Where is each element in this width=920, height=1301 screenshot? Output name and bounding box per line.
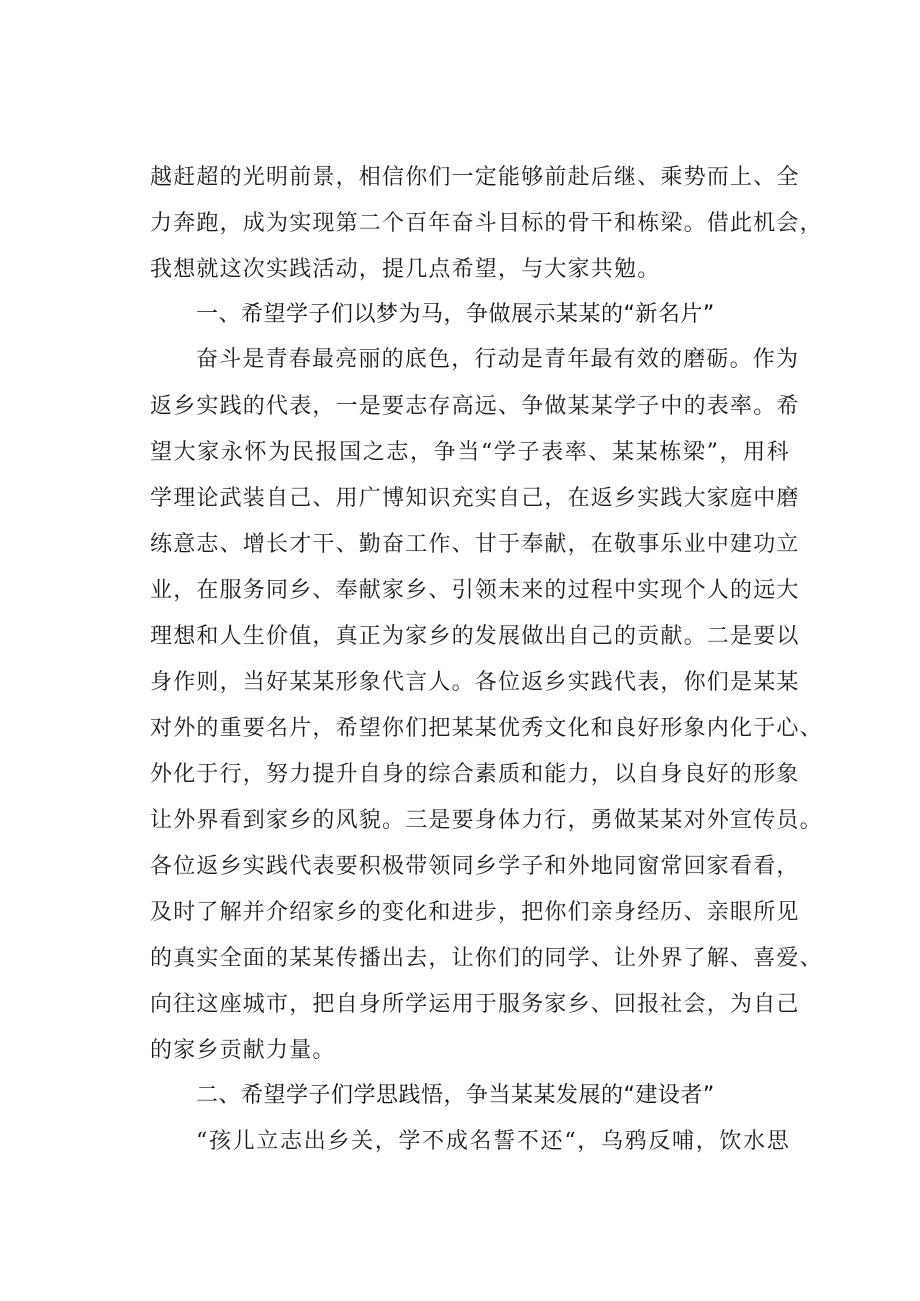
paragraph-2-line-1: “孩儿立志出乡关，学不成名誓不还“，乌鸦反哺，饮水思 [196, 1129, 790, 1154]
paragraph-1-line-16: 的家乡贡献力量。 [150, 1038, 336, 1063]
paragraph-1-line-9: 对外的重要名片，希望你们把某某优秀文化和良好形象内化于心、 [150, 716, 823, 741]
paragraph-1-line-8: 身作则，当好某某形象代言人。各位返乡实践代表，你们是某某 [150, 670, 800, 695]
paragraph-1-line-3: 望大家永怀为民报国之志，争当“学子表率、某某栋梁”，用科 [150, 440, 790, 465]
paragraph-1-line-5: 练意志、增长才干、勤奋工作、甘于奉献，在敬事乐业中建功立 [150, 532, 800, 557]
paragraph-1-line-1: 奋斗是青春最亮丽的底色，行动是青年最有效的磨砺。作为 [196, 347, 800, 372]
intro-line-3: 我想就这次实践活动，提几点希望，与大家共勉。 [150, 257, 661, 282]
paragraph-1-line-13: 及时了解并介绍家乡的变化和进步，把你们亲身经历、亲眼所见 [150, 900, 800, 925]
intro-line-2: 力奔跑，成为实现第二个百年奋斗目标的骨干和栋梁。借此机会， [150, 211, 823, 236]
paragraph-1-line-4: 学理论武装自己、用广博知识充实自己，在返乡实践大家庭中磨 [150, 486, 800, 511]
section-heading-1: 一、希望学子们以梦为马，争做展示某某的“新名片” [196, 302, 715, 327]
paragraph-1-line-7: 理想和人生价值，真正为家乡的发展做出自己的贡献。二是要以 [150, 624, 800, 649]
paragraph-1-line-14: 的真实全面的某某传播出去，让你们的同学、让外界了解、喜爱、 [150, 946, 823, 971]
paragraph-1-line-10: 外化于行，努力提升自身的综合素质和能力，以自身良好的形象 [150, 762, 800, 787]
paragraph-1-line-6: 业，在服务同乡、奉献家乡、引领未来的过程中实现个人的远大 [150, 578, 800, 603]
paragraph-1-line-2: 返乡实践的代表，一是要志存高远、争做某某学子中的表率。希 [150, 394, 800, 419]
paragraph-1-line-12: 各位返乡实践代表要积极带领同乡学子和外地同窗常回家看看， [150, 854, 800, 879]
paragraph-1-line-15: 向往这座城市，把自身所学运用于服务家乡、回报社会，为自己 [150, 992, 800, 1017]
section-heading-2: 二、希望学子们学思践悟，争当某某发展的“建设者” [196, 1083, 715, 1108]
intro-line-1: 越赶超的光明前景，相信你们一定能够前赴后继、乘势而上、全 [150, 165, 800, 190]
paragraph-1-line-11: 让外界看到家乡的风貌。三是要身体力行，勇做某某对外宣传员。 [150, 808, 823, 833]
